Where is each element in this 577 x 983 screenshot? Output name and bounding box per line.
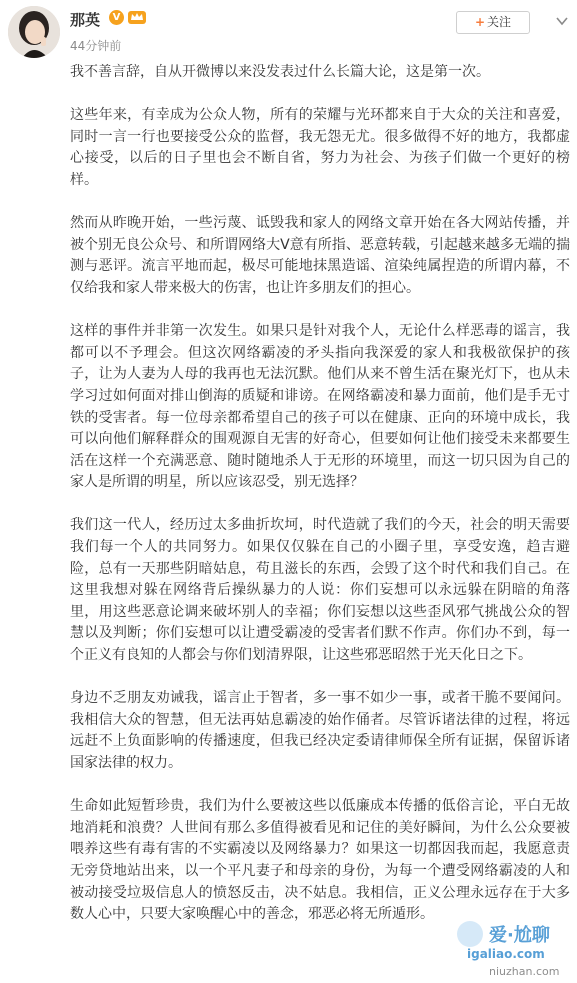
- avatar[interactable]: [8, 6, 60, 58]
- avatar-image: [8, 6, 60, 58]
- post-paragraph: 这样的事件并非第一次发生。如果只是针对我个人，无论什么样恶毒的谣言，我都可以不予理会。但这次网络霸凌的矛头指向我深爱的家人和我极欲保护的孩子，让为人妻为人母的我再也无法沉默。他们从来不曾生活在聚光灯下，也从未学习过如何面对排山倒海的质疑和诽谤。在网络霸凌和暴力面前，他们是手无寸铁的受害者。每一位母亲都希望自己的孩子可以在健康、正向的环境中成长，我可以向他们解释群众的围观源自无害的好奇心，但要如何让他们接受未来都要生活在这样一个充满恶意、随时随地杀人于无形的环境里，而这一切只因为自己的家人是所谓的明星，所以应该忍受，别无选择？: [70, 323, 570, 491]
- verified-badge-icon: V: [109, 10, 124, 25]
- watermark-logo-icon: [457, 921, 483, 947]
- follow-button[interactable]: [456, 11, 530, 34]
- username[interactable]: 那英: [70, 11, 101, 29]
- post-paragraph: 生命如此短暂珍贵，我们为什么要被这些以低廉成本传播的低俗言论，平白无故地消耗和浪费？人世间有那么多值得被看见和记住的美好瞬间，为什么公众要被喂养这些有毒有害的不实霸凌以及网络暴力？如果这一切都因我而起，我愿意责无旁贷地站出来，以一个平凡妻子和母亲的身份，为每一个遭受网络霸凌的人和被动接受垃圾信息人的愤怒反击，决不姑息。我相信，正义公理永远存在于大多数人心中，只要大家唤醒心中的善念，邪恶必将无所遁形。: [70, 798, 570, 923]
- watermark-brand: 爱·尬聊: [489, 925, 550, 946]
- watermark-url: igaliao.com: [467, 947, 545, 961]
- post-paragraph: 我们这一代人，经历过太多曲折坎坷，时代造就了我们的今天，社会的明天需要我们每一个人的共同努力。如果仅仅躲在自己的小圈子里，享受安逸，趋吉避险，总有一天那些阴暗姑息，苟且滋长的东西，会毁了这个时代和我们自己。在这里我想对躲在网络背后操纵暴力的人说：你们妄想可以永远躲在阴暗的角落里，用这些恶意论调来破坏别人的幸福；你们妄想以这些歪风邪气挑战公众的智慧以及判断；你们妄想可以让遭受霸凌的受害者们默不作声。你们办不到，每一个正义有良知的人都会与你们划清界限，让这些邪恶昭然于光天化日之下。: [70, 517, 570, 664]
- post-header: [0, 0, 577, 60]
- watermark: [453, 919, 573, 983]
- post-paragraph: 然而从昨晚开始，一些污蔑、诋毁我和家人的网络文章开始在各大网站传播，并被个别无良公众号、和所谓网络大V意有所指、恶意转载，引起越来越多无端的揣测与恶评。流言平地而起，极尽可能地抹黑造谣、渲染纯属捏造的所谓内幕，不仅给我和家人带来极大的伤害，也让许多朋友们的担心。: [70, 215, 570, 296]
- post-paragraph: 身边不乏朋友劝诫我，谣言止于智者，多一事不如少一事，或者干脆不要闻问。我相信大众的智慧，但无法再姑息霸凌的始作俑者。尽管诉诸法律的过程，将远远赶不上负面影响的传播速度，但我已经决定委请律师保全所有证据，保留诉诸国家法律的权力。: [70, 690, 570, 771]
- follow-button-label: 关注: [487, 15, 512, 29]
- post-paragraph: 我不善言辞，自从开微博以来没发表过什么长篇大论，这是第一次。: [70, 64, 490, 80]
- post-timestamp[interactable]: 44分钟前: [70, 39, 122, 53]
- chevron-down-icon[interactable]: [556, 16, 568, 26]
- post-paragraph: 这些年来，有幸成为公众人物，所有的荣耀与光环都来自于大众的关注和喜爱，同时一言一行也要接受公众的监督，我无怨无尤。很多做得不好的地方，我都虚心接受，以后的日子里也会不断自省，努力为社会、为孩子们做一个更好的榜样。: [70, 107, 570, 188]
- watermark-site: niuzhan.com: [489, 965, 560, 978]
- post-body: [70, 62, 570, 947]
- plus-icon: +: [474, 15, 486, 29]
- crown-icon[interactable]: [127, 8, 147, 26]
